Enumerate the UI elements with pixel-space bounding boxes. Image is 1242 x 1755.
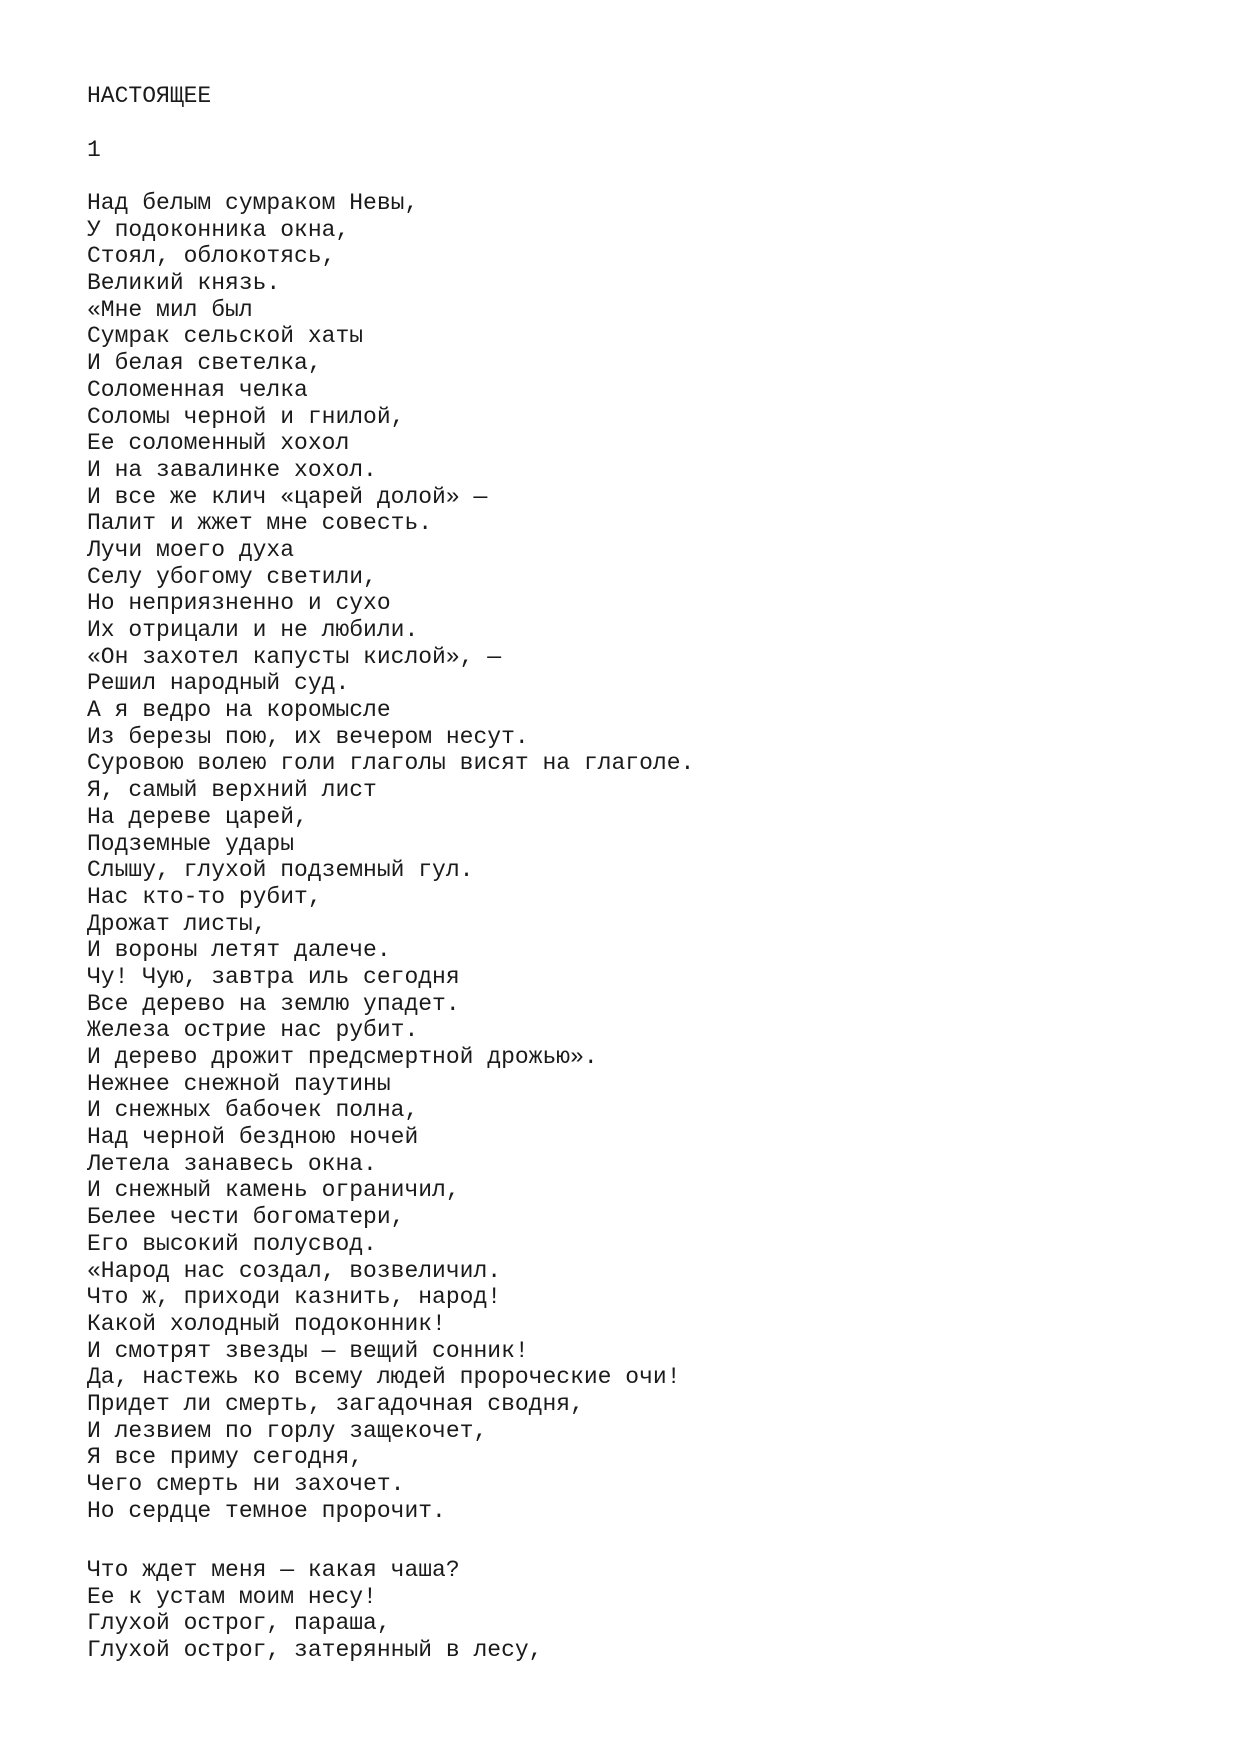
- poem-line: Нас кто-то рубит,: [87, 883, 322, 910]
- poem-line: Нежнее снежной паутины: [87, 1070, 391, 1097]
- poem-line: Дрожат листы,: [87, 910, 267, 937]
- poem-line: Над черной бездною ночей: [87, 1124, 419, 1151]
- poem-line: Лучи моего духа: [87, 536, 295, 563]
- poem-line: Селу убогому светили,: [87, 563, 377, 590]
- poem-line: «Мне мил был: [87, 296, 253, 323]
- poem-line: Решил народный суд.: [87, 670, 350, 697]
- poem-line: Летела занавесь окна.: [87, 1150, 377, 1177]
- poem-line: Глухой острог, затерянный в лесу,: [87, 1637, 543, 1664]
- section-number: 1: [87, 137, 101, 163]
- poem-line: Стоял, облокотясь,: [87, 243, 336, 270]
- poem-line: Чу! Чую, завтра иль сегодня: [87, 963, 460, 990]
- poem-line: Я все приму сегодня,: [87, 1444, 364, 1471]
- poem-line: «Он захотел капусты кислой», —: [87, 643, 502, 670]
- poem-line: Белее чести богоматери,: [87, 1204, 405, 1231]
- poem-line: Соломы черной и гнилой,: [87, 403, 405, 430]
- poem-line: Железа острие нас рубит.: [87, 1017, 419, 1044]
- poem-line: И на завалинке хохол.: [87, 456, 377, 483]
- poem-line: И дерево дрожит предсмертной дрожью».: [87, 1044, 598, 1070]
- poem-line: Великий князь.: [87, 270, 281, 297]
- poem-line: И лезвием по горлу защекочет,: [87, 1417, 488, 1444]
- poem-title: НАСТОЯЩЕЕ: [87, 83, 212, 109]
- poem-line: Палит и жжет мне совесть.: [87, 510, 433, 537]
- poem-line: Но неприязненно и сухо: [87, 590, 391, 617]
- poem-line: На дереве царей,: [87, 803, 308, 830]
- poem-line: Подземные удары: [87, 830, 295, 857]
- poem-line: Слышу, глухой подземный гул.: [87, 857, 474, 884]
- poem-line: Их отрицали и не любили.: [87, 617, 419, 643]
- poem-line: И снежный камень ограничил,: [87, 1177, 460, 1204]
- poem-line: Все дерево на землю упадет.: [87, 990, 460, 1017]
- poem-line: У подоконника окна,: [87, 216, 350, 243]
- poem-line: И смотрят звезды — вещий сонник!: [87, 1337, 529, 1364]
- poem-line: Его высокий полусвод.: [87, 1230, 377, 1257]
- poem-line: И вороны летят далече.: [87, 937, 391, 964]
- poem-line: Ее соломенный хохол: [87, 430, 350, 457]
- poem-line: И снежных бабочек полна,: [87, 1097, 419, 1124]
- stanza: [87, 1557, 542, 1664]
- poem-line: Что ждет меня — какая чаша?: [87, 1557, 460, 1583]
- poem-line: Суровою волею голи глаголы висят на глаголе.: [87, 750, 695, 777]
- poem-line: Но сердце темное пророчит.: [87, 1497, 446, 1524]
- poem-line: Что ж, приходи казнить, народ!: [87, 1284, 502, 1311]
- poem-line: А я ведро на коромысле: [87, 697, 391, 724]
- poem-line: «Народ нас создал, возвеличил.: [87, 1257, 502, 1284]
- poem-line: Ее к устам моим несу!: [87, 1583, 377, 1610]
- poem-line: И все же клич «царей долой» —: [87, 483, 488, 510]
- poem-line: Глухой острог, параша,: [87, 1610, 391, 1637]
- poem-line: Из березы пою, их вечером несут.: [87, 723, 529, 750]
- stanza: [87, 190, 694, 1524]
- poem-line: Соломенная челка: [87, 376, 308, 403]
- poem-line: Да, настежь ко всему людей пророческие очи!: [87, 1364, 681, 1391]
- poem-line: Сумрак сельской хаты: [87, 323, 364, 350]
- poem-line: И белая светелка,: [87, 350, 322, 377]
- poem-line: Над белым сумраком Невы,: [87, 190, 419, 216]
- poem-line: Чего смерть ни захочет.: [87, 1471, 405, 1497]
- poem-line: Я, самый верхний лист: [87, 777, 377, 804]
- poem-line: Придет ли смерть, загадочная сводня,: [87, 1390, 584, 1417]
- poem-line: Какой холодный подоконник!: [87, 1310, 446, 1337]
